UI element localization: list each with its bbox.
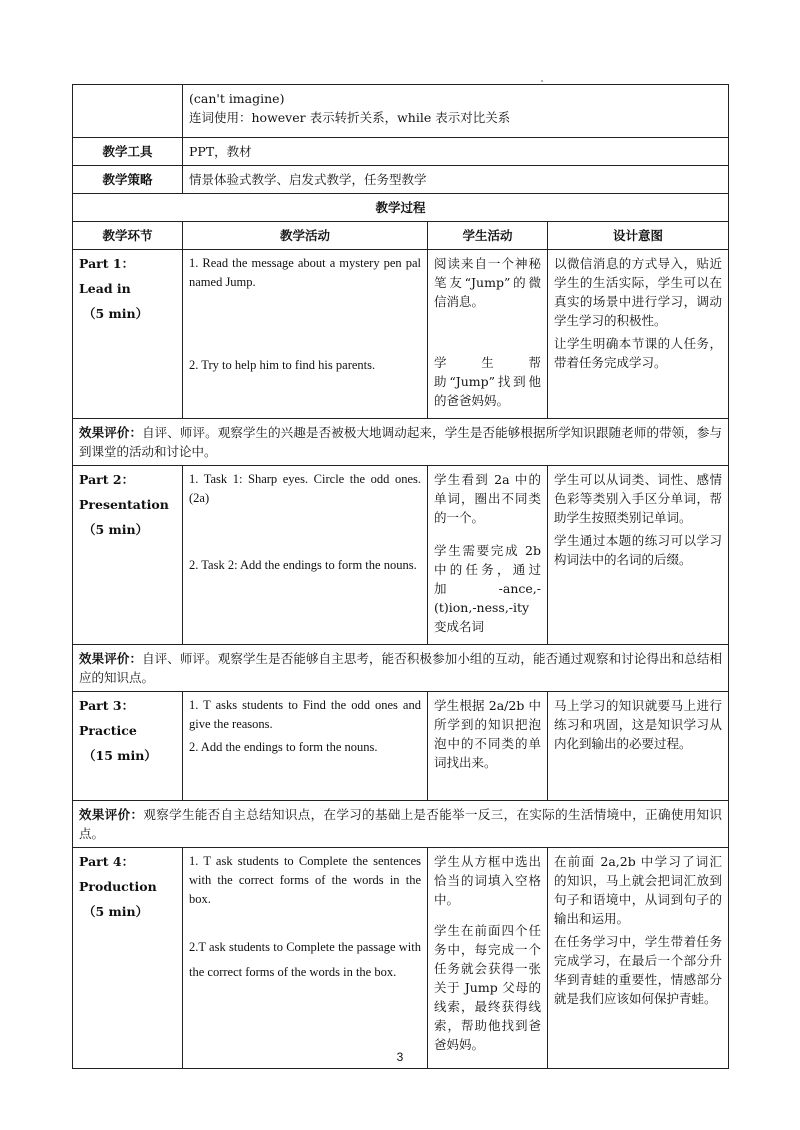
part-3-stage	[73, 692, 183, 801]
part-1-activity-1: 1. Read the message about a mystery pen pal named Jump.	[189, 256, 421, 289]
part-1-intent-2: 让学生明确本节课的人任务，带着任务完成学习。	[554, 336, 723, 370]
part-2-time: （5 min）	[83, 522, 149, 537]
part-4-intent-1: 在前面 2a,2b 中学习了词汇的知识，马上就会把词汇放到句子和语境中，从词到句子的输出和运用。	[554, 854, 723, 926]
process-title: 教学过程	[73, 194, 729, 222]
part-4-stage	[73, 848, 183, 1069]
tools-value: PPT，教材	[183, 138, 729, 166]
part-4-activity-1: 1. T ask students to Complete the sentences with the correct forms of the words in the box.	[189, 854, 421, 906]
evaluation-3-label: 效果评价：	[79, 807, 144, 822]
part-2-name: Part 2：	[79, 472, 135, 487]
table-row	[73, 194, 729, 222]
evaluation-1	[73, 419, 729, 466]
evaluation-3	[73, 801, 729, 848]
part-3-student	[428, 692, 548, 801]
table-row	[73, 419, 729, 466]
evaluation-1-label: 效果评价：	[79, 425, 143, 440]
part-1-intent-1: 以微信消息的方式导入，贴近学生的生活实际，学生可以在真实的场景中进行学习，调动学生学习的积极性。	[554, 256, 723, 328]
part-4-activity-2: 2.T ask students to Complete the passage with the correct forms of the words in the box.	[189, 940, 421, 979]
part-4-activities	[183, 848, 428, 1069]
evaluation-2-text: 自评、师评。观察学生是否能够自主思考，能否积极参加小组的互动，能否通过观察和讨论得出和总结相应的知识点。	[79, 651, 723, 685]
part-1-subtitle: Lead in	[79, 281, 131, 296]
part-2-activity-2: 2. Task 2: Add the endings to form the nouns.	[189, 558, 417, 572]
evaluation-1-text: 自评、师评。观察学生的兴趣是否被极大地调动起来，学生是否能够根据所学知识跟随老师的带领，参与到课堂的活动和讨论中。	[79, 425, 723, 459]
part-2-subtitle: Presentation	[79, 497, 169, 512]
table-row	[73, 138, 729, 166]
table-header-row	[73, 222, 729, 250]
part-3-name: Part 3：	[79, 698, 135, 713]
table-row	[73, 250, 729, 419]
speck	[541, 80, 543, 82]
part-2-intent-2: 学生通过本题的练习可以学习构词法中的名词的后缀。	[554, 533, 723, 567]
part-4-student	[428, 848, 548, 1069]
part-3-activity-1: 1. T asks students to Find the odd ones and give the reasons.	[189, 698, 421, 731]
table-row	[73, 85, 729, 138]
part-4-name: Part 4：	[79, 854, 135, 869]
part-4-intent	[548, 848, 729, 1069]
evaluation-3-text: 观察学生能否自主总结知识点，在学习的基础上是否能举一反三，在实际的生活情境中，正确使用知识点。	[79, 807, 723, 841]
phrase-note: (can't imagine)	[189, 91, 285, 106]
part-2-intent	[548, 466, 729, 645]
part-3-time: （15 min）	[83, 748, 157, 763]
part-1-activities	[183, 250, 428, 419]
part-2-student	[428, 466, 548, 645]
table-row	[73, 692, 729, 801]
conjunction-notes-cell	[183, 85, 729, 138]
strategy-label: 教学策略	[73, 166, 183, 194]
table-row	[73, 848, 729, 1069]
part-4-time: （5 min）	[83, 904, 149, 919]
part-2-activity-1: 1. Task 1: Sharp eyes. Circle the odd ones.(2a)	[189, 472, 421, 505]
part-2-student-1: 学生看到 2a 中的单词，圈出不同类的一个。	[434, 472, 541, 525]
part-2-stage	[73, 466, 183, 645]
part-1-intent	[548, 250, 729, 419]
part-4-student-1: 学生从方框中选出恰当的词填入空格中。	[434, 854, 541, 907]
part-3-intent	[548, 692, 729, 801]
part-4-subtitle: Production	[79, 879, 157, 894]
part-2-intent-1: 学生可以从词类、词性、感情色彩等类别入手区分单词，帮助学生按照类别记单词。	[554, 472, 723, 525]
part-1-name: Part 1：	[79, 256, 135, 271]
strategy-value: 情景体验式教学、启发式教学，任务型教学	[183, 166, 729, 194]
document-page	[72, 84, 728, 1069]
lesson-plan-table	[72, 84, 729, 1069]
table-row	[73, 801, 729, 848]
evaluation-2-label: 效果评价：	[79, 651, 143, 666]
part-1-student-1: 阅读来自一个神秘笔友“Jump”的微信消息。	[434, 256, 541, 309]
part-1-time: （5 min）	[83, 306, 149, 321]
part-3-subtitle: Practice	[79, 723, 137, 738]
part-4-intent-2: 在任务学习中，学生带着任务完成学习，在最后一个部分升华到青蛙的重要性，情感部分就是我们应该如何保护青蛙。	[554, 934, 723, 1006]
part-1-activity-2: 2. Try to help him to find his parents.	[189, 358, 376, 372]
part-1-student	[428, 250, 554, 419]
part-3-activity-2: 2. Add the endings to form the nouns.	[189, 740, 378, 754]
part-3-student-1: 学生根据 2a/2b 中所学到的知识把泡泡中的不同类的单词找出来。	[434, 698, 541, 770]
part-1-student-2: 学 生 帮 助“Jump”找到他的爸爸妈妈。	[434, 355, 554, 408]
part-2-activities	[183, 466, 428, 645]
evaluation-2	[73, 645, 729, 692]
tools-label: 教学工具	[73, 138, 183, 166]
header-teaching-activity: 教学活动	[183, 222, 428, 250]
part-2-student-2: 学生需要完成 2b 中的任务，通过加 -ance,-(t)ion,-ness,-ity 变成名词	[434, 543, 541, 634]
conjunction-note: 连词使用：however 表示转折关系，while 表示对比关系	[189, 110, 511, 125]
table-row	[73, 466, 729, 645]
page-number: 3	[396, 1050, 404, 1064]
part-3-activities	[183, 692, 428, 801]
table-row	[73, 645, 729, 692]
table-row	[73, 166, 729, 194]
part-3-intent-1: 马上学习的知识就要马上进行练习和巩固，这是知识学习从内化到输出的必要过程。	[554, 698, 723, 751]
part-1-stage	[73, 250, 183, 419]
part-4-student-2: 学生在前面四个任务中，每完成一个任务就会获得一张关于 Jump 父母的线索，最终获得线索，帮助他找到爸爸妈妈。	[434, 923, 541, 1052]
header-student-activity: 学生活动	[428, 222, 548, 250]
header-stage: 教学环节	[73, 222, 183, 250]
header-design-intent: 设计意图	[548, 222, 729, 250]
